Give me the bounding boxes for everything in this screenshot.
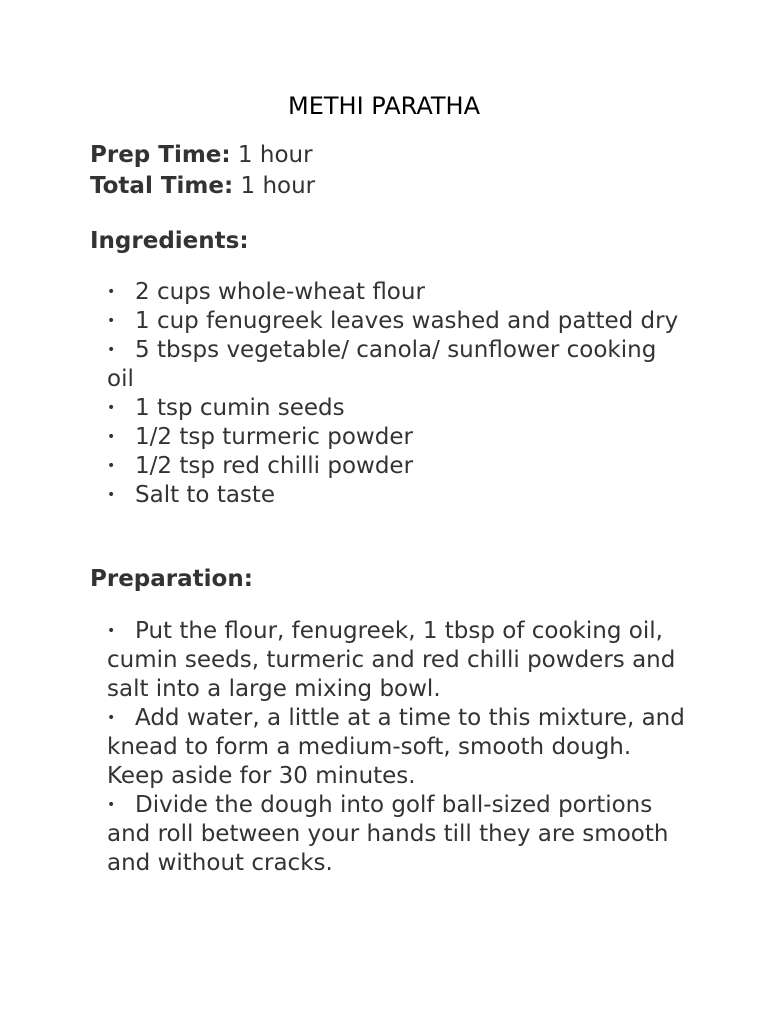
- prep-time-row: [90, 140, 315, 171]
- step-text: Divide the dough into golf ball-sized portions and roll between your hands till they are smooth and without cracks.: [107, 792, 669, 876]
- bullet-icon: •: [107, 623, 116, 639]
- ingredient-text: 1 tsp cumin seeds: [135, 395, 345, 421]
- bullet-icon: •: [107, 313, 116, 329]
- preparation-heading: Preparation:: [90, 566, 253, 592]
- prep-time-value: 1 hour: [237, 142, 313, 168]
- list-item: [107, 307, 687, 336]
- list-item: [107, 617, 687, 704]
- bullet-icon: •: [107, 458, 116, 474]
- list-item: [107, 394, 687, 423]
- recipe-times: [90, 140, 315, 202]
- list-item: [107, 791, 687, 878]
- preparation-list: [107, 617, 687, 878]
- prep-time-label: Prep Time:: [90, 142, 231, 168]
- total-time-value: 1 hour: [240, 173, 316, 199]
- bullet-icon: •: [107, 284, 116, 300]
- ingredients-list: [107, 278, 687, 510]
- list-item: [107, 452, 687, 481]
- list-item: [107, 278, 687, 307]
- list-item: [107, 423, 687, 452]
- step-text: Put the flour, fenugreek, 1 tbsp of cooking oil, cumin seeds, turmeric and red chilli powders and salt into a large mixing bowl.: [107, 618, 676, 702]
- ingredient-text: 2 cups whole-wheat flour: [135, 279, 425, 305]
- bullet-icon: •: [107, 487, 116, 503]
- ingredient-text: Salt to taste: [135, 482, 276, 508]
- bullet-icon: •: [107, 797, 116, 813]
- list-item: [107, 336, 687, 394]
- ingredient-text: 1 cup fenugreek leaves washed and patted dry: [135, 308, 679, 334]
- ingredient-text: 1/2 tsp turmeric powder: [135, 424, 413, 450]
- ingredient-text: 5 tbsps vegetable/ canola/ sunflower cooking oil: [107, 337, 657, 392]
- total-time-label: Total Time:: [90, 173, 234, 199]
- step-text: Add water, a little at a time to this mixture, and knead to form a medium-soft, smooth dough. Keep aside for 30 minutes.: [107, 705, 685, 789]
- bullet-icon: •: [107, 342, 116, 358]
- list-item: [107, 704, 687, 791]
- bullet-icon: •: [107, 429, 116, 445]
- ingredient-text: 1/2 tsp red chilli powder: [135, 453, 414, 479]
- list-item: [107, 481, 687, 510]
- bullet-icon: •: [107, 710, 116, 726]
- ingredients-heading: Ingredients:: [90, 228, 249, 254]
- total-time-row: [90, 171, 315, 202]
- bullet-icon: •: [107, 400, 116, 416]
- recipe-title: METHI PARATHA: [287, 92, 481, 120]
